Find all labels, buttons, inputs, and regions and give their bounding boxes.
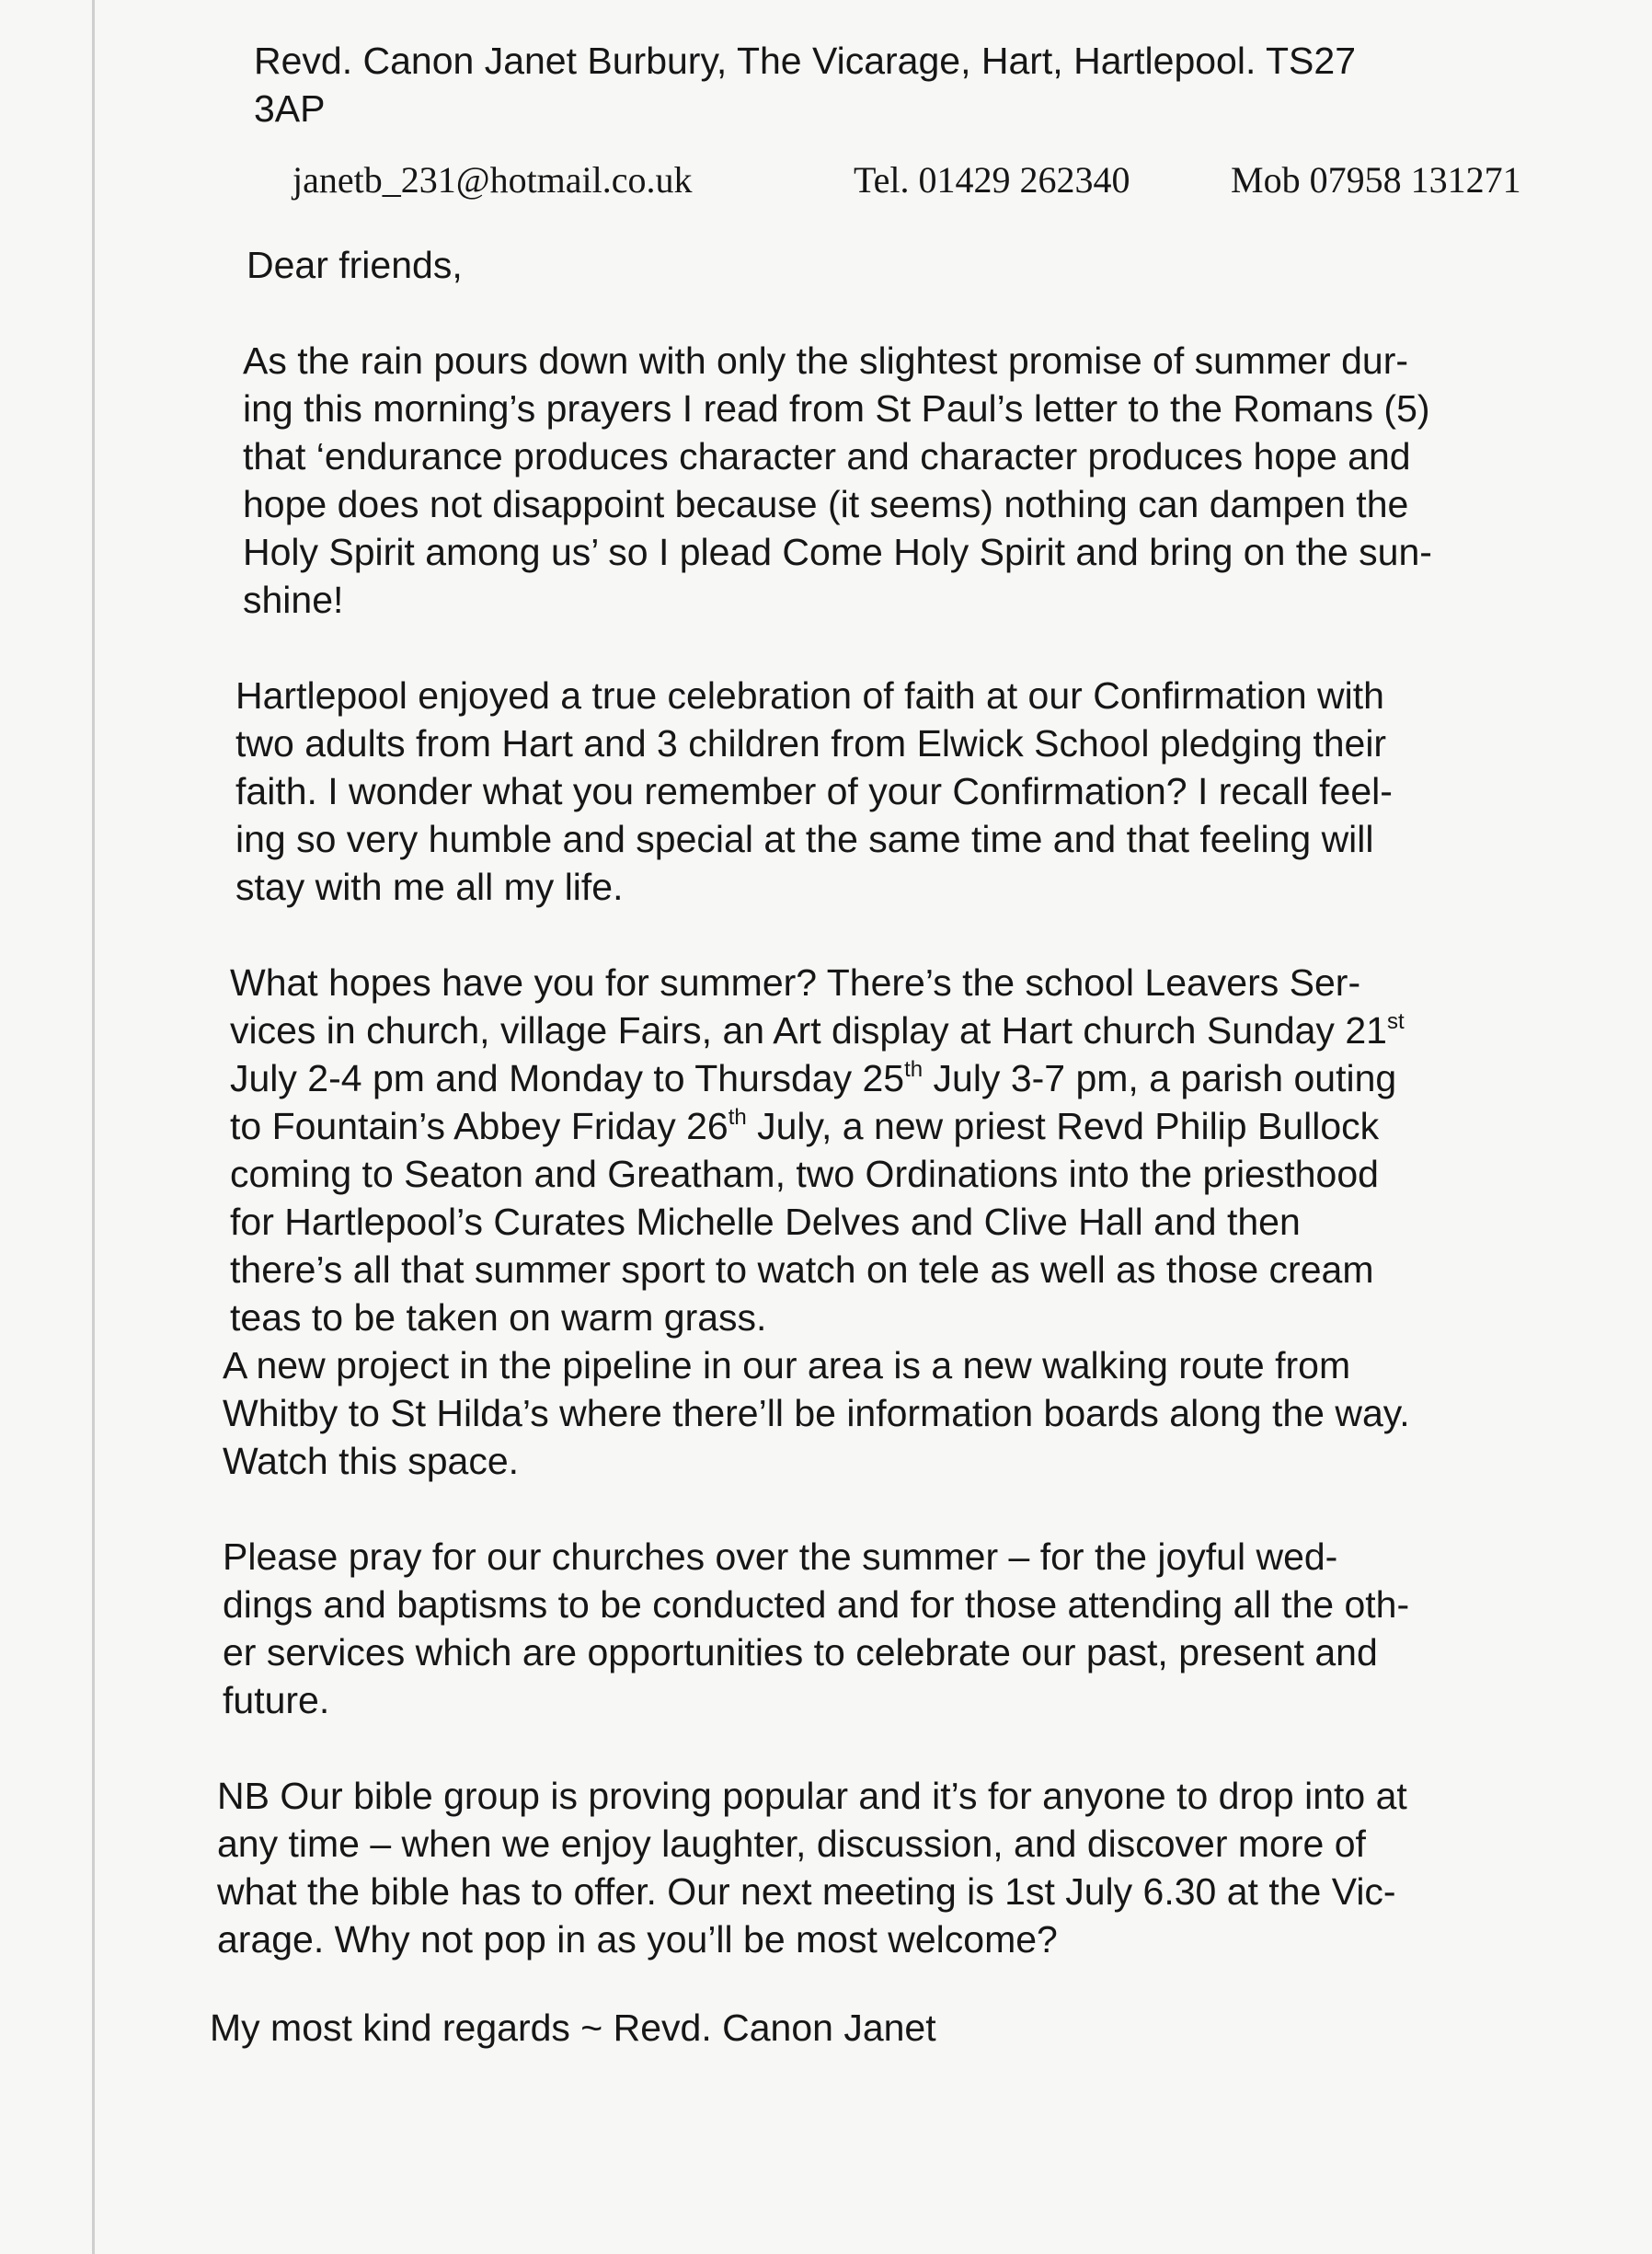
ordinal-suffix: th [728,1105,747,1130]
contact-details [293,156,1571,204]
paragraph-prayer-request [223,1533,1571,1724]
ordinal-suffix: st [1386,1009,1405,1034]
paragraph-rain-prayers [243,337,1571,624]
text-line: What hopes have you for summer? There’s the school Leavers Ser- [230,961,1361,1004]
text-segment: to Fountain’s Abbey Friday 26 [230,1105,728,1147]
text-line: coming to Seaton and Greatham, two Ordinations into the priesthood [230,1153,1379,1195]
text-line: what the bible has to offer. Our next meeting is 1st July 6.30 at the Vic- [217,1870,1396,1913]
telephone-number: Tel. 01429 262340 [854,159,1130,201]
text-line: future. [223,1679,330,1721]
sender-address [254,37,1571,132]
text-segment: July 3-7 pm, a parish outing [923,1057,1397,1099]
text-line: Whitby to St Hilda’s where there’ll be information boards along the way. [223,1392,1410,1434]
address-line-1: Revd. Canon Janet Burbury, The Vicarage, Hart, Hartlepool. TS27 [254,40,1357,82]
text-line: any time – when we enjoy laughter, discussion, and discover more of [217,1823,1366,1865]
text-line: Hartlepool enjoyed a true celebration of faith at our Confirmation with [235,674,1384,717]
text-line: hope does not disappoint because (it seems) nothing can dampen the [243,483,1409,525]
text-line: arage. Why not pop in as you’ll be most welcome? [217,1918,1058,1961]
text-line: teas to be taken on warm grass. [230,1296,767,1339]
text-line: stay with me all my life. [235,866,624,908]
text-line: A new project in the pipeline in our area is a new walking route from [223,1344,1351,1386]
text-line: two adults from Hart and 3 children from Elwick School pledging their [235,722,1387,765]
text-line: that ‘endurance produces character and character produces hope and [243,435,1411,477]
address-line-2: 3AP [254,87,326,130]
text-line: Watch this space. [223,1440,520,1482]
mobile-number: Mob 07958 131271 [1231,159,1521,201]
text-line: Holy Spirit among us’ so I plead Come Holy Spirit and bring on the sun- [243,531,1432,573]
text-line: NB Our bible group is proving popular and it’s for anyone to drop into at [217,1775,1407,1817]
paragraph-bible-group [217,1772,1571,1963]
paragraph-walking-route [223,1341,1571,1485]
closing-signoff: My most kind regards ~ Revd. Canon Janet [210,2007,936,2049]
text-line [230,1102,1571,1150]
text-line: er services which are opportunities to celebrate our past, present and [223,1631,1378,1673]
text-line: faith. I wonder what you remember of your Confirmation? I recall feel- [235,770,1393,812]
text-segment: July 2-4 pm and Monday to Thursday 25 [230,1057,905,1099]
text-segment: July, a new priest Revd Philip Bullock [746,1105,1380,1147]
text-line: ing this morning’s prayers I read from St Paul’s letter to the Romans (5) [243,387,1430,430]
text-line [230,1006,1571,1054]
text-line [230,1054,1571,1102]
binding-edge [92,0,95,2254]
text-line: there’s all that summer sport to watch on tele as well as those cream [230,1248,1374,1291]
text-line: for Hartlepool’s Curates Michelle Delves and Clive Hall and then [230,1201,1301,1243]
email-address[interactable]: janetb_231@hotmail.co.uk [293,159,693,201]
text-line: ing so very humble and special at the same time and that feeling will [235,818,1374,860]
letter-body [210,37,1571,2052]
text-line: Please pray for our churches over the summer – for the joyful wed- [223,1535,1338,1578]
text-line: As the rain pours down with only the slightest promise of summer dur- [243,339,1408,382]
text-line: shine! [243,579,344,621]
paragraph-summer-hopes [230,959,1571,1341]
text-line: dings and baptisms to be conducted and for those attending all the oth- [223,1583,1410,1626]
paragraph-confirmation [235,672,1571,911]
text-segment: vices in church, village Fairs, an Art display at Hart church Sunday 21 [230,1009,1387,1052]
salutation: Dear friends, [247,244,463,286]
ordinal-suffix: th [904,1057,924,1082]
